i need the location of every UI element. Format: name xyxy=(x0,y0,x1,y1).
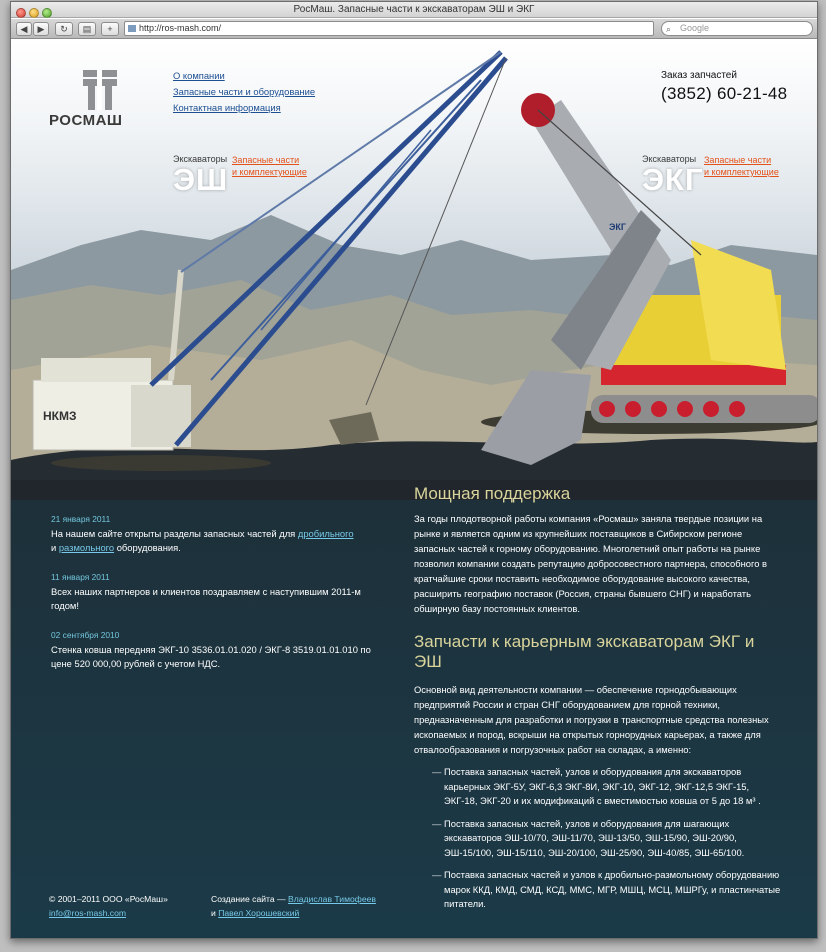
email-link[interactable]: info@ros-mash.com xyxy=(49,908,127,918)
news-text: Стенка ковша передняя ЭКГ-10 3536.01.01.020 / ЭКГ-8 3519.01.01.010 по цене 520 000,00 рублей с учетом НДС. xyxy=(51,644,371,669)
brand-name: РОСМАШ xyxy=(49,112,123,129)
list-item xyxy=(414,765,784,809)
category-esh-links xyxy=(232,154,307,178)
rosmash-logo-icon xyxy=(73,70,163,112)
hero-banner xyxy=(11,40,817,480)
author-link-1[interactable]: Владислав Тимофеев xyxy=(288,894,376,904)
window-title: РосМаш. Запасные части к экскаваторам ЭШ и ЭКГ xyxy=(293,4,535,15)
search-placeholder: Google xyxy=(680,23,710,33)
search-icon: ⌕ xyxy=(666,24,672,34)
list-item-text: Поставка запасных частей, узлов и оборудования для экскаваторов карьерных ЭКГ-5У, ЭКГ-6,3 ЭКГ-8И, ЭКГ-10, ЭКГ-12, ЭКГ-12,5 ЭКГ-15, ЭКГ-18, ЭКГ-20 и их модификаций с вместимостью ковша от 5 до 18 м³ . xyxy=(444,766,761,806)
main-content xyxy=(414,484,784,920)
plus-icon: + xyxy=(107,24,113,34)
list-item-text: Поставка запасных частей и узлов к дробильно-размольному оборудованию марок ККД, КМД, СМД, КСД, ММС, МГР, МШЦ, МСЦ, МШРГу, и пластинчатые питатели. xyxy=(444,869,781,909)
copyright: © 2001–2011 ООО «РосМаш» xyxy=(49,894,168,904)
footer-credits xyxy=(211,892,376,920)
category-ekg-title[interactable]: ЭКГ xyxy=(642,162,704,197)
order-label: Заказ запчастей xyxy=(661,70,737,81)
list-item xyxy=(414,817,784,861)
footer-left xyxy=(49,892,168,920)
services-list xyxy=(414,765,784,912)
esh-plate: НКМЗ xyxy=(43,409,77,423)
category-esh-components-link[interactable]: и комплектующие xyxy=(232,167,307,177)
list-item-text: Поставка запасных частей, узлов и оборудования для шагающих экскаваторов ЭШ-10/70, ЭШ-11/70, ЭШ-13/50, ЭШ-15/90, ЭШ-20/90, ЭШ-15/100, ЭШ-15/110, ЭШ-20/100, ЭШ-25/90, ЭШ-40/85, ЭШ-65/100. xyxy=(444,817,745,858)
reload-button[interactable] xyxy=(55,22,73,36)
list-item xyxy=(414,868,784,912)
browser-toolbar xyxy=(11,19,817,39)
dash-bullet: — xyxy=(432,869,442,880)
nav-link-about[interactable]: О компании xyxy=(173,70,225,81)
forward-button[interactable] xyxy=(33,22,49,36)
news-date: 02 сентября 2010 xyxy=(51,630,120,640)
phone-number: (3852) 60-21-48 xyxy=(661,84,788,103)
news-text-part: На нашем сайте открыты разделы запасных частей для xyxy=(51,528,298,539)
news-item xyxy=(51,572,371,613)
news-date: 11 января 2011 xyxy=(51,572,110,582)
grinding-parts-link[interactable]: размольного xyxy=(58,542,115,553)
category-ekg-components-link[interactable]: и комплектующие xyxy=(704,167,779,177)
category-esh-title[interactable]: ЭШ xyxy=(173,162,229,197)
favicon-icon xyxy=(128,25,136,32)
category-ekg-links xyxy=(704,154,779,178)
back-arrow-icon: ◀ xyxy=(20,24,28,34)
web-page xyxy=(11,40,817,938)
credits-and: и xyxy=(211,908,219,918)
news-list xyxy=(51,514,371,688)
news-text xyxy=(51,527,371,555)
url-text: http://ros-mash.com/ xyxy=(139,23,222,33)
news-item xyxy=(51,514,371,555)
bookmarks-icon: ▤ xyxy=(82,24,92,34)
section-heading-support: Мощная поддержка xyxy=(414,484,571,503)
dash-bullet: — xyxy=(432,766,442,777)
title-bar xyxy=(11,2,817,18)
dash-bullet: — xyxy=(432,817,442,829)
top-navigation xyxy=(173,68,315,116)
section-heading-parts: Запчасти к карьерным экскаваторам ЭКГ и ЭШ xyxy=(414,632,755,671)
category-esh-label: Экскаваторы xyxy=(173,154,228,164)
category-ekg-label: Экскаваторы xyxy=(642,154,697,164)
news-text: Всех наших партнеров и клиентов поздравляем с наступившим 2011-м годом! xyxy=(51,586,361,611)
parts-paragraph: Основной вид деятельности компании — обеспечение горнодобывающих предприятий России и стран СНГ оборудованием для горной техники, предназначенным для разработки и погрузки в транспортные средства полезных ископаемых и пород, вскрыши на открытых горнорудных карьерах, а также для отвалообразования и погрузочных работ на складах, а именно: xyxy=(414,684,769,755)
credits-label: Создание сайта — xyxy=(211,894,289,904)
bookmarks-button[interactable] xyxy=(78,22,96,36)
news-text-part: оборудования. xyxy=(114,542,181,553)
back-button[interactable] xyxy=(16,22,32,36)
news-text-part: и xyxy=(51,542,59,553)
crushing-parts-link[interactable]: дробильного xyxy=(297,528,354,539)
add-bookmark-button[interactable] xyxy=(101,22,119,36)
address-bar[interactable] xyxy=(124,21,654,36)
ekg-plate: ЭКГ xyxy=(609,222,626,232)
nav-link-contacts[interactable]: Контактная информация xyxy=(173,102,281,113)
search-field[interactable] xyxy=(661,21,813,36)
reload-icon: ↻ xyxy=(60,24,68,34)
news-date: 21 января 2011 xyxy=(51,514,111,524)
nav-link-parts[interactable]: Запасные части и оборудование xyxy=(173,86,316,97)
author-link-2[interactable]: Павел Хорошевский xyxy=(218,908,300,918)
news-item xyxy=(51,630,371,671)
category-ekg-parts-link[interactable]: Запасные части xyxy=(704,155,772,165)
forward-arrow-icon: ▶ xyxy=(37,24,45,34)
browser-window xyxy=(10,1,818,939)
category-esh-parts-link[interactable]: Запасные части xyxy=(232,155,300,165)
support-paragraph: За годы плодотворной работы компания «Росмаш» заняла твердые позиции на рынке и является одним из крупнейших поставщиков в Сибирском регионе запасных частей к горному оборудованию. Многолетний опыт работы на рынке позволил компании создать репутацию добросовестного партнера, способного в кратчайшие сроки поставить необходимое оборудование высокого качества, расширить географию поставок (Россия, страны бывшего СНГ) и наработать обширную базу постоянных клиентов. xyxy=(414,513,768,614)
